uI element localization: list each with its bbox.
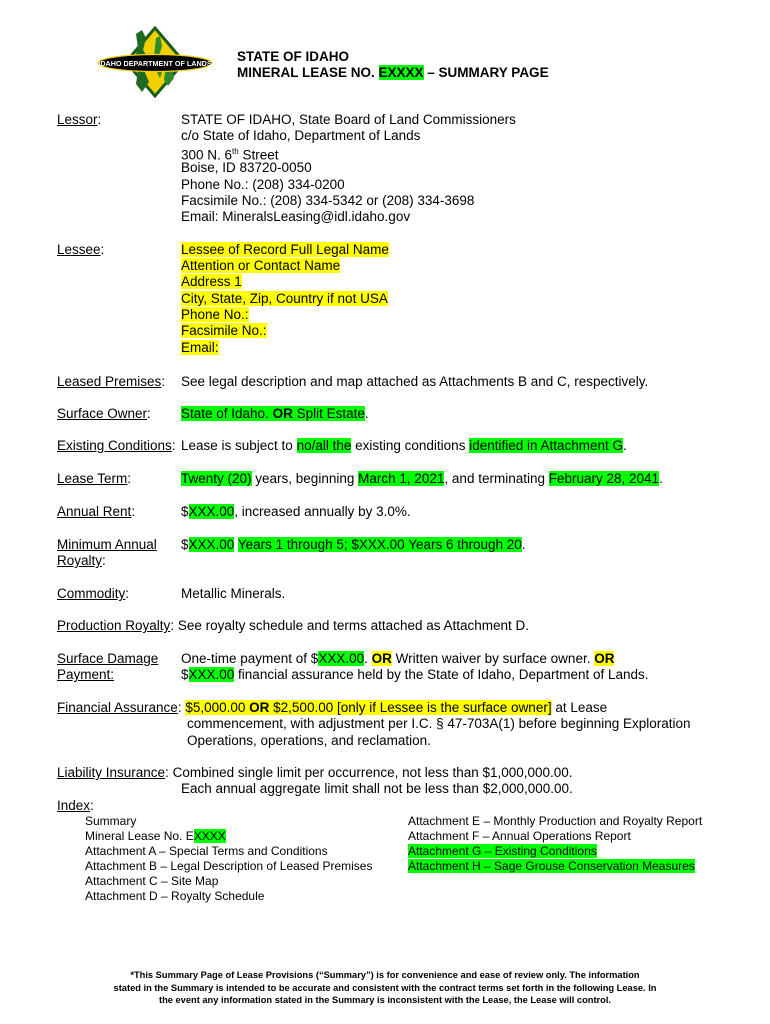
surface-owner-label: Surface Owner: [57,406,151,421]
annual-rent-label: Annual Rent: [57,504,136,519]
min-royalty-value: $XXX.00 Years 1 through 5; $XXX.00 Years 6 through 20. [181,537,526,552]
min-royalty-label: Minimum Annual [57,537,157,552]
index-item-mineral-lease: Mineral Lease No. EXXXX [85,829,226,843]
lessor-line-5: Phone No.: (208) 334-0200 [181,177,345,192]
footnote-line-2: stated in the Summary is intended to be accurate and consistent with the contract terms set forth in the following Lease. In [113,982,657,993]
index-item-attachment-f: Attachment F – Annual Operations Report [408,829,631,843]
lessee-line-7: Email: [181,340,219,355]
lease-term-value: Twenty (20) years, beginning March 1, 2021, and terminating February 28, 2041. [181,471,663,486]
lessee-line-6: Facsimile No.: [181,323,267,338]
surface-damage-line-2: $XXX.00 financial assurance held by the State of Idaho, Department of Lands. [181,667,649,682]
surface-owner-value: State of Idaho. OR Split Estate. [181,406,369,421]
lessee-line-1: Lessee of Record Full Legal Name [181,242,389,257]
surface-damage-line-1: One-time payment of $XXX.00. OR Written waiver by surface owner. OR [181,651,615,666]
page-title: STATE OF IDAHO [237,49,349,64]
lessor-line-1: STATE OF IDAHO, State Board of Land Commissioners [181,112,516,127]
footnote-line-1: *This Summary Page of Lease Provisions (“Summary”) is for convenience and ease of review only. The information [130,970,640,980]
lessee-line-5: Phone No.: [181,307,249,322]
annual-rent-value: $XXX.00, increased annually by 3.0%. [181,504,411,519]
lessee-line-3: Address 1 [181,274,242,289]
financial-assurance-line-3: Operations, operations, and reclamation. [187,733,431,748]
footnote [40,969,730,1007]
existing-conditions-value: Lease is subject to no/all the existing conditions identified in Attachment G. [181,438,627,453]
index-item-attachment-a: Attachment A – Special Terms and Conditions [85,844,328,858]
liability-insurance-line-2: Each annual aggregate limit shall not be less than $2,000,000.00. [181,781,573,796]
lessee-line-2: Attention or Contact Name [181,258,341,273]
index-item-attachment-b: Attachment B – Legal Description of Leased Premises [85,859,373,873]
surface-damage-label-2: Payment: [57,667,115,682]
lessee-label: Lessee: [57,242,105,257]
lessor-line-6: Facsimile No.: (208) 334-5342 or (208) 334-3698 [181,193,475,208]
lessor-email: Email: MineralsLeasing@idl.idaho.gov [181,209,411,224]
lessor-line-3: 300 N. 6th Street [181,147,279,163]
index-item-attachment-c: Attachment C – Site Map [85,874,219,888]
leased-premises-label: Leased Premises: [57,374,166,389]
index-item-summary: Summary [85,814,137,828]
index-item-attachment-g: Attachment G – Existing Conditions [408,844,597,858]
existing-conditions-label: Existing Conditions: [57,438,176,453]
index-item-attachment-d: Attachment D – Royalty Schedule [85,889,265,903]
page-subtitle: MINERAL LEASE NO. EXXXX – SUMMARY PAGE [237,65,549,80]
lessor-line-2: c/o State of Idaho, Department of Lands [181,128,421,143]
index-label: Index: [57,798,94,813]
leased-premises-value: See legal description and map attached as Attachments B and C, respectively. [181,374,649,389]
idaho-department-of-lands-logo [96,26,214,98]
financial-assurance-line-2: commencement, with adjustment per I.C. § 47-703A(1) before beginning Exploration [187,716,691,731]
lessor-line-4: Boise, ID 83720-0050 [181,160,312,175]
lessee-line-4: City, State, Zip, Country if not USA [181,291,388,306]
liability-insurance-row: Liability Insurance: Combined single limit per occurrence, not less than $1,000,000.00. [57,765,573,780]
commodity-label: Commodity: [57,586,130,601]
logo-text: IDAHO DEPARTMENT OF LANDS [98,59,212,68]
index-item-attachment-e: Attachment E – Monthly Production and Royalty Report [408,814,703,828]
commodity-value: Metallic Minerals. [181,586,286,601]
surface-damage-label: Surface Damage [57,651,159,666]
lessor-label: Lessor: [57,112,102,127]
financial-assurance-row: Financial Assurance: $5,000.00 OR $2,500.00 [only if Lessee is the surface owner] at Lease [57,700,608,715]
production-royalty-row: Production Royalty: See royalty schedule and terms attached as Attachment D. [57,618,530,633]
footnote-line-3: the event any information stated in the Summary is inconsistent with the Lease, the Lease will control. [158,995,612,1005]
lease-term-label: Lease Term: [57,471,132,486]
min-royalty-label-2: Royalty: [57,553,106,568]
index-item-attachment-h: Attachment H – Sage Grouse Conservation Measures [408,859,695,873]
